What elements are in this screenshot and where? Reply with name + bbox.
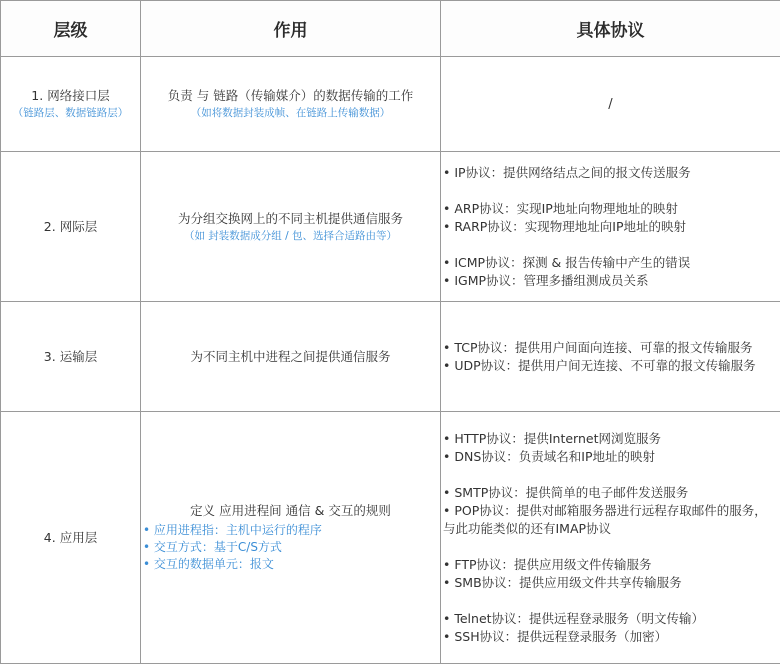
function-cell [141, 412, 441, 664]
layer-cell [1, 412, 141, 664]
layer-name: 4. 应用层 [43, 529, 98, 545]
function-bullet: • 交互的数据单元：报文 [143, 557, 274, 571]
header-layer: 层级 [1, 1, 141, 57]
protocol-item: • IGMP协议：管理多播组测成员关系 [443, 272, 649, 288]
protocol-item: • UDP协议：提供用户间无连接、不可靠的报文传输服务 [443, 357, 756, 373]
protocol-item: • ICMP协议：探测 & 报告传输中产生的错误 [443, 254, 691, 270]
layer-cell [1, 302, 141, 412]
protocol-item: • SMB协议：提供应用级文件共享传输服务 [443, 574, 682, 590]
protocol-item: • DNS协议：负责域名和IP地址的映射 [443, 448, 655, 464]
header-protocols: 具体协议 [441, 1, 780, 57]
function-note: （如 封装数据成分组 / 包、选择合适路由等） [183, 229, 398, 242]
function-text: 定义 应用进程间 通信 & 交互的规则 [190, 503, 391, 518]
protocol-item: • SMTP协议：提供简单的电子邮件发送服务 [443, 484, 689, 500]
header-row [1, 1, 780, 57]
function-bullet: • 应用进程指：主机中运行的程序 [143, 523, 322, 537]
protocol-item: • ARP协议：实现IP地址向物理地址的映射 [443, 200, 678, 216]
layer-cell [1, 57, 141, 152]
table-row [1, 412, 780, 664]
function-note: （如将数据封装成帧、在链路上传输数据） [190, 107, 391, 119]
layer-cell [1, 152, 141, 302]
layer-name: 2. 网际层 [43, 218, 98, 234]
table-row [1, 152, 780, 302]
table-row [1, 57, 780, 152]
function-bullets [141, 522, 440, 573]
protocols-cell [441, 412, 780, 664]
protocol-item: • HTTP协议：提供Internet网浏览服务 [443, 430, 661, 446]
function-cell [141, 302, 441, 412]
function-bullet: • 交互方式：基于C/S方式 [143, 540, 282, 554]
function-text: 负责 与 链路（传输媒介）的数据传输的工作 [167, 88, 414, 103]
header-function: 作用 [141, 1, 441, 57]
protocol-item: • POP协议：提供对邮箱服务器进行远程存取邮件的服务，与此功能类似的还有IMAP协议 [443, 502, 767, 536]
protocols-cell [441, 152, 780, 302]
protocol-item: • IP协议：提供网络结点之间的报文传送服务 [443, 164, 691, 180]
table-row [1, 302, 780, 412]
function-text: 为分组交换网上的不同主机提供通信服务 [177, 210, 403, 226]
layer-name: 1. 网络接口层 [31, 88, 110, 103]
protocol-item: • Telnet协议：提供远程登录服务（明文传输） [443, 610, 705, 626]
protocol-item: • RARP协议：实现物理地址向IP地址的映射 [443, 218, 687, 234]
layer-name: 3. 运输层 [43, 348, 98, 364]
protocol-item: • TCP协议：提供用户间面向连接、可靠的报文传输服务 [443, 339, 753, 355]
function-text: 为不同主机中进程之间提供通信服务 [190, 348, 391, 364]
protocols-cell [441, 57, 780, 152]
function-cell [141, 57, 441, 152]
layer-note: （链路层、数据链路层） [12, 107, 129, 119]
protocols-cell [441, 302, 780, 412]
protocol-item: • SSH协议：提供远程登录服务（加密） [443, 628, 668, 644]
protocols-none: / [608, 97, 613, 112]
protocol-item: • FTP协议：提供应用级文件传输服务 [443, 556, 652, 572]
function-cell [141, 152, 441, 302]
